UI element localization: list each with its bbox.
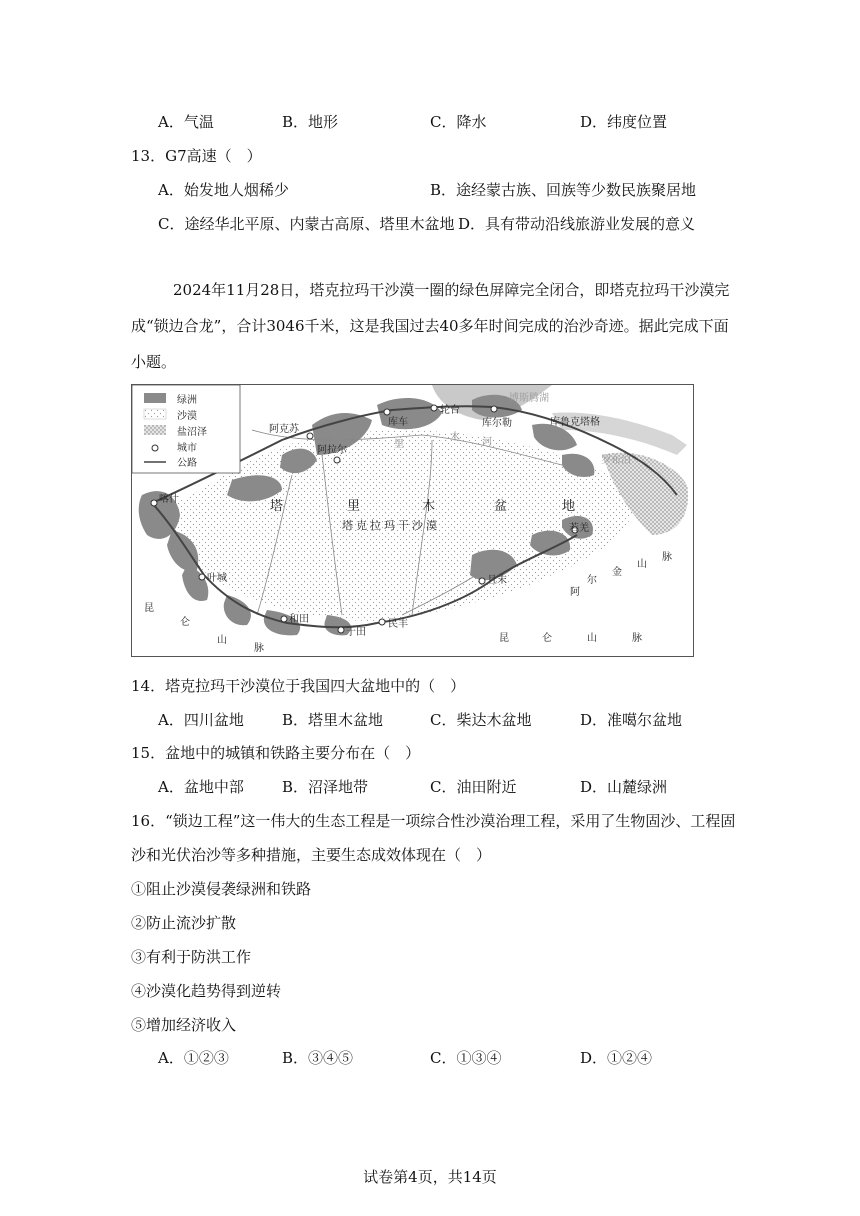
city-korla: 库尔勒 <box>482 418 512 429</box>
legend-salt-marsh: 盐沼泽 <box>177 427 207 438</box>
q14-option-d: D．准噶尔盆地 <box>580 711 683 729</box>
city-luntai: 轮台 <box>440 405 460 416</box>
label-basin-5: 地 <box>562 499 576 514</box>
q12-option-a: A．气温 <box>158 113 214 131</box>
label-kunlun-w-2: 仑 <box>180 617 190 628</box>
city-kuqa: 库车 <box>388 417 408 428</box>
q16-item-4: ④沙漠化趋势得到逆转 <box>131 982 282 1000</box>
label-lop-nur: 罗布泊 <box>601 455 631 466</box>
label-altun-5: 脉 <box>662 552 672 563</box>
q13-option-d: D．具有带动沿线旅游业发展的意义 <box>458 215 696 233</box>
label-kunlun-s-3: 山 <box>587 633 597 644</box>
label-basin-2: 里 <box>347 499 361 514</box>
label-river-3: 木 <box>450 432 460 443</box>
city-yutian: 于田 <box>346 627 366 638</box>
q16-item-1: ①阻止沙漠侵袭绿洲和铁路 <box>131 880 312 898</box>
label-altun-3: 金 <box>612 567 622 578</box>
legend-road: 公路 <box>177 458 197 469</box>
label-basin-3: 木 <box>422 499 436 514</box>
q13-option-b: B．途经蒙古族、回族等少数民族聚居地 <box>430 181 697 199</box>
legend-oasis: 绿洲 <box>177 395 197 406</box>
q12-option-d: D．纬度位置 <box>580 113 668 131</box>
q15-stem: 15．盆地中的城镇和铁路主要分布在（ ） <box>131 744 421 762</box>
label-kunlun-w-1: 昆 <box>144 603 154 614</box>
q14-option-b: B．塔里木盆地 <box>282 711 384 729</box>
label-altun-4: 山 <box>637 559 647 570</box>
q12-option-b: B．地形 <box>282 113 339 131</box>
page-footer: 试卷第4页，共14页 <box>363 1168 497 1186</box>
q16-option-b: B．③④⑤ <box>282 1049 354 1067</box>
city-kashgar: 喀什 <box>159 494 179 505</box>
label-kuluktag: 库鲁克塔格 <box>550 417 600 428</box>
label-river-4: 河 <box>482 437 492 448</box>
q14-option-c: C．柴达木盆地 <box>430 711 532 729</box>
label-altun-1: 阿 <box>570 587 580 598</box>
q16-stem-line-1: 16．“锁边工程”这一伟大的生态工程是一项综合性沙漠治理工程，采用了生物固沙、工程固 <box>131 812 736 830</box>
city-hotan: 和田 <box>289 614 309 625</box>
q12-option-c: C．降水 <box>430 113 487 131</box>
q13-stem: 13．G7高速（ ） <box>131 147 262 165</box>
city-qiemo: 且末 <box>487 575 507 586</box>
label-kunlun-s-4: 脉 <box>632 633 642 644</box>
q16-item-3: ③有利于防洪工作 <box>131 948 252 966</box>
q15-option-b: B．沼泽地带 <box>282 778 369 796</box>
label-kunlun-w-4: 脉 <box>254 643 264 654</box>
q16-item-2: ②防止流沙扩散 <box>131 914 237 932</box>
q14-stem: 14．塔克拉玛干沙漠位于我国四大盆地中的（ ） <box>131 677 466 695</box>
label-basin-4: 盆 <box>494 499 508 514</box>
label-desert: 塔克拉玛干沙漠 <box>342 519 440 532</box>
q16-item-5: ⑤增加经济收入 <box>131 1016 237 1034</box>
q16-option-a: A．①②③ <box>158 1049 229 1067</box>
label-kunlun-w-3: 山 <box>217 635 227 646</box>
city-ruoqiang: 若羌 <box>569 523 589 534</box>
tarim-basin-map <box>131 384 694 657</box>
q13-option-a: A．始发地人烟稀少 <box>158 181 289 199</box>
label-kunlun-s-2: 仑 <box>542 633 552 644</box>
label-river-1: 塔 <box>322 437 332 448</box>
passage: 2024年11月28日，塔克拉玛干沙漠一圈的绿色屏障完全闭合，即塔克拉玛干沙漠完成“锁边合龙”，合计3046千米，这是我国过去40多年时间完成的治沙奇迹。据此完成下面小题。 <box>131 281 730 371</box>
city-aksu: 阿克苏 <box>269 424 299 435</box>
q15-option-a: A．盆地中部 <box>158 778 244 796</box>
q16-stem-line-2: 沙和光伏治沙等多种措施，主要生态成效体现在（ ） <box>131 846 492 864</box>
q16-option-d: D．①②④ <box>580 1049 653 1067</box>
q14-option-a: A．四川盆地 <box>158 711 244 729</box>
label-kunlun-s-1: 昆 <box>499 633 509 644</box>
q13-option-c: C．途经华北平原、内蒙古高原、塔里木盆地 <box>158 215 455 233</box>
legend-desert: 沙漠 <box>177 411 197 422</box>
city-minfeng: 民丰 <box>388 619 408 630</box>
label-river-2: 里 <box>394 439 404 450</box>
city-aral: 阿拉尔 <box>317 445 347 456</box>
q16-option-c: C．①③④ <box>430 1049 502 1067</box>
label-altun-2: 尔 <box>587 575 597 586</box>
label-basin-1: 塔 <box>270 499 284 514</box>
q15-option-d: D．山麓绿洲 <box>580 778 668 796</box>
q15-option-c: C．油田附近 <box>430 778 517 796</box>
city-yecheng: 叶城 <box>207 573 227 584</box>
label-bosten-lake: 博斯腾湖 <box>509 393 549 404</box>
legend-city: 城市 <box>177 443 197 454</box>
